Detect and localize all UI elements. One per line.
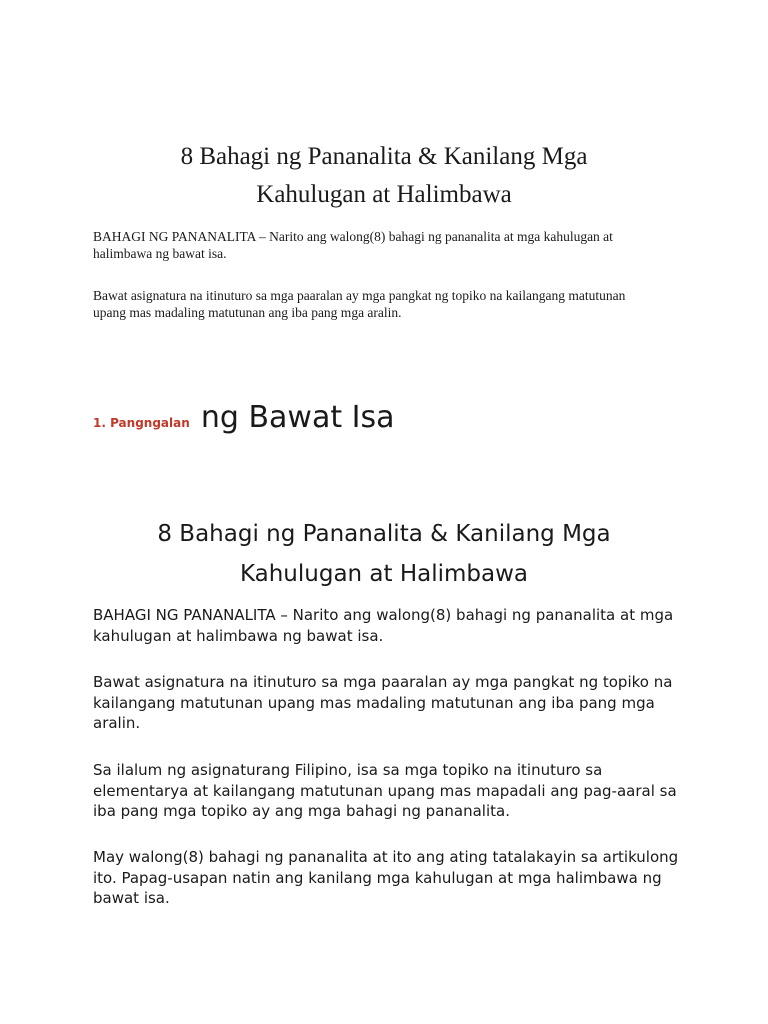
document-title-top [100,138,668,214]
article-overview-paragraph: May walong(8) bahagi ng pananalita at ito ang ating tatalakayin sa artikulong ito. Papag-usapan natin ang kanilang mga kahulugan at mga halimbawa ng bawat isa. [93,848,679,907]
context-paragraph-top: Bawat asignatura na itinuturo sa mga paaralan ay mga pangkat ng topiko na kailangang matutunan upang mas madaling matutunan ang iba pang mga aralin. [93,288,626,320]
intro-paragraph: BAHAGI NG PANANALITA – Narito ang walong(8) bahagi ng pananalita at mga kahulugan at halimbawa ng bawat isa. [93,606,674,645]
section-heading: ng Bawat Isa [200,400,395,435]
title-line-2: Kahulugan at Halimbawa [239,561,529,587]
title-line-1: 8 Bahagi ng Pananalita & Kanilang Mga [157,521,611,547]
list-item-label: 1. Pangngalan [93,416,190,430]
document-title-bottom [100,514,668,594]
title-line-1: 8 Bahagi ng Pananalita & Kanilang Mga [180,143,588,170]
filipino-subject-paragraph: Sa ilalum ng asignaturang Filipino, isa sa mga topiko na itinuturo sa elementarya at kailangang matutunan upang mas mapadali ang pag-aaral sa iba pang mga topiko ay ang mga bahagi ng pananalita. [93,761,677,820]
intro-paragraph-top: BAHAGI NG PANANALITA – Narito ang walong(8) bahagi ng pananalita at mga kahulugan at halimbawa ng bawat isa. [93,229,613,261]
context-paragraph: Bawat asignatura na itinuturo sa mga paaralan ay mga pangkat ng topiko na kailangang matutunan upang mas madaling matutunan ang iba pang mga aralin. [93,673,673,732]
title-line-2: Kahulugan at Halimbawa [256,181,512,208]
list-heading [93,400,395,435]
